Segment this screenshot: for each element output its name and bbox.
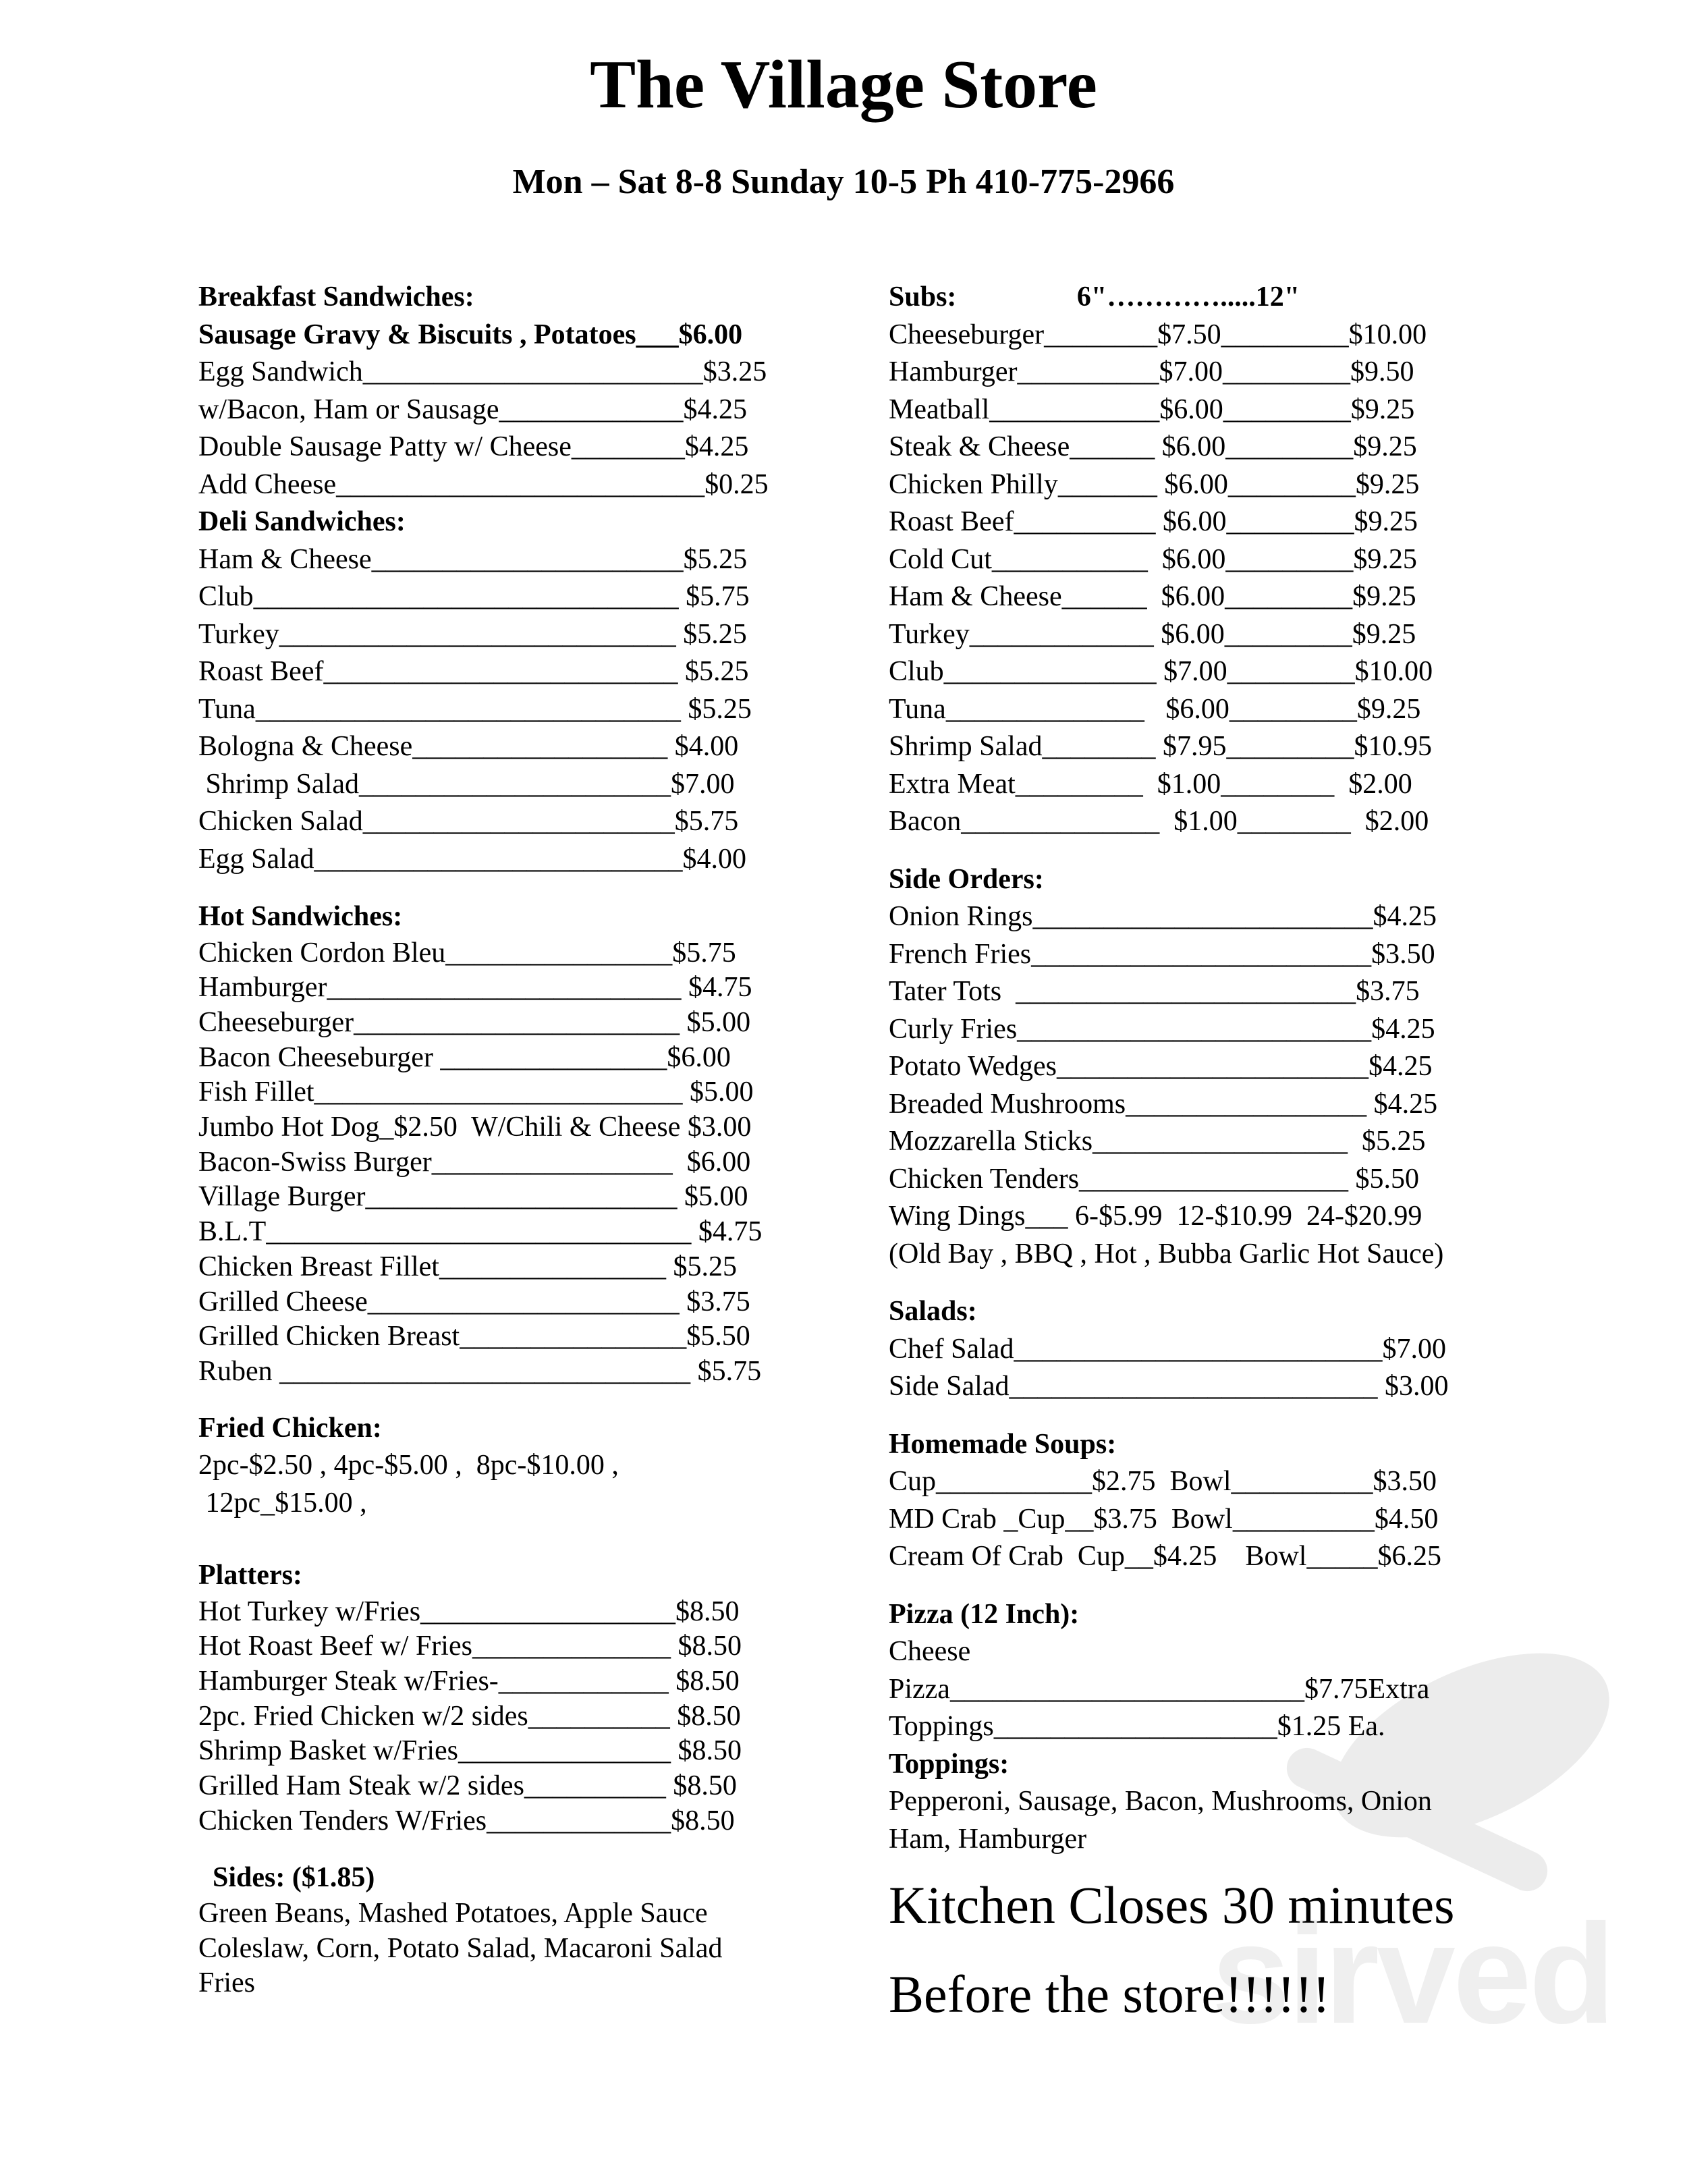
menu-item: Ham & Cheese______________________$5.25	[198, 543, 748, 575]
menu-item: Grilled Ham Steak w/2 sides__________ $8.50	[198, 1770, 737, 1802]
salads-section	[889, 1293, 1564, 1406]
menu-item: Chicken Salad______________________$5.75	[198, 806, 739, 837]
menu-item: Bologna & Cheese__________________ $4.00	[198, 731, 739, 762]
notice-line-2: Before the store!!!!!!	[889, 1965, 1330, 2023]
menu-item: (Old Bay , BBQ , Hot , Bubba Garlic Hot Sauce)	[889, 1238, 1444, 1270]
menu-item: MD Crab _Cup__$3.75 Bowl__________$4.50	[889, 1503, 1439, 1535]
menu-left-column	[198, 279, 873, 2001]
soups-section	[889, 1426, 1564, 1576]
menu-item: Hamburger Steak w/Fries-____________ $8.50	[198, 1666, 740, 1697]
menu-item: Hot Turkey w/Fries__________________$8.50	[198, 1595, 740, 1627]
menu-item: Shrimp Salad________ $7.95_________$10.95	[889, 731, 1432, 762]
menu-item: Cheese	[889, 1636, 971, 1667]
menu-item: Club_______________ $7.00_________$10.00	[889, 656, 1433, 687]
menu-item: Coleslaw, Corn, Potato Salad, Macaroni Salad	[198, 1932, 723, 1964]
menu-item: Cream Of Crab Cup__$4.25 Bowl_____$6.25	[889, 1541, 1441, 1572]
menu-item: Mozzarella Sticks__________________ $5.25	[889, 1126, 1426, 1157]
menu-item: Village Burger______________________ $5.00	[198, 1181, 748, 1213]
menu-item: Toppings____________________$1.25 Ea.	[889, 1711, 1385, 1742]
menu-item: Turkey_____________ $6.00_________$9.25	[889, 618, 1416, 650]
menu-item: w/Bacon, Ham or Sausage_____________$4.25	[198, 393, 748, 425]
menu-item: Jumbo Hot Dog_$2.50 W/Chili & Cheese $3.00	[198, 1112, 752, 1143]
section-heading: Salads:	[889, 1296, 977, 1327]
store-title: The Village Store	[590, 47, 1097, 123]
watermark-text: sirved	[1211, 1894, 1613, 2053]
section-heading: Deli Sandwiches:	[198, 506, 406, 537]
menu-item: Wing Dings___ 6-$5.99 12-$10.99 24-$20.99	[889, 1201, 1422, 1232]
menu-item: 2pc-$2.50 , 4pc-$5.00 , 8pc-$10.00 ,	[198, 1450, 619, 1481]
menu-item: Hamburger_________________________ $4.75	[198, 972, 752, 1004]
sides-section	[198, 1859, 873, 2002]
menu-item: Tater Tots ________________________$3.75	[889, 976, 1420, 1007]
section-heading: Subs: 6"………….....12"	[889, 281, 1300, 312]
menu-item: Turkey____________________________ $5.25	[198, 618, 747, 650]
menu-item: Chicken Tenders___________________ $5.50	[889, 1163, 1420, 1195]
menu-item: 2pc. Fried Chicken w/2 sides__________ $8.50	[198, 1700, 741, 1732]
menu-item: B.L.T______________________________ $4.75	[198, 1216, 763, 1248]
menu-item: Pizza_________________________$7.75Extra	[889, 1673, 1430, 1705]
menu-item: Bacon Cheeseburger ________________$6.00	[198, 1041, 731, 1073]
menu-item: Tuna______________________________ $5.25	[198, 693, 752, 725]
menu-item: Cup___________$2.75 Bowl__________$3.50	[889, 1466, 1437, 1497]
subs-section	[889, 279, 1564, 841]
menu-item: Hamburger__________$7.00_________$9.50	[889, 356, 1414, 387]
toppings-list: Ham, Hamburger	[889, 1823, 1087, 1855]
menu-item: Breaded Mushrooms_________________ $4.25	[889, 1088, 1438, 1120]
menu-item: Onion Rings________________________$4.25	[889, 901, 1437, 932]
deli-section	[198, 503, 873, 878]
menu-item: Cold Cut___________ $6.00_________$9.25	[889, 543, 1417, 575]
menu-item: Club______________________________ $5.75	[198, 581, 750, 612]
menu-item: Ham & Cheese______ $6.00_________$9.25	[889, 581, 1416, 612]
platters-section	[198, 1557, 873, 1838]
menu-item: Roast Beef__________ $6.00_________$9.25	[889, 506, 1418, 537]
menu-item: Chicken Philly_______ $6.00_________$9.25	[889, 468, 1420, 500]
menu-item: Chef Salad__________________________$7.00	[889, 1333, 1446, 1365]
notice-line-1: Kitchen Closes 30 minutes	[889, 1876, 1455, 1934]
menu-item: Chicken Cordon Bleu________________$5.75	[198, 937, 736, 968]
menu-item: Bacon-Swiss Burger_________________ $6.00	[198, 1146, 751, 1178]
menu-item: Shrimp Basket w/Fries_______________ $8.50	[198, 1735, 742, 1767]
menu-item: Tuna______________ $6.00_________$9.25	[889, 693, 1421, 725]
menu-item: Cheeseburger_______________________ $5.00	[198, 1006, 751, 1038]
menu-item: Steak & Cheese______ $6.00_________$9.25	[889, 431, 1417, 462]
section-heading: Breakfast Sandwiches:	[198, 281, 474, 312]
section-heading: Sides: ($1.85)	[198, 1861, 375, 1893]
toppings-heading: Toppings:	[889, 1748, 1010, 1780]
menu-item: Shrimp Salad______________________$7.00	[198, 768, 735, 800]
menu-item: 12pc_$15.00 ,	[198, 1487, 367, 1519]
toppings-list: Pepperoni, Sausage, Bacon, Mushrooms, Onion	[889, 1786, 1432, 1817]
menu-item: Egg Sandwich________________________$3.25	[198, 356, 767, 387]
hot-sandwiches-section	[198, 898, 873, 1390]
fried-chicken-section	[198, 1410, 873, 1523]
menu-item: Chicken Breast Fillet________________ $5.25	[198, 1251, 737, 1282]
menu-item: Hot Roast Beef w/ Fries______________ $8.50	[198, 1631, 742, 1662]
breakfast-section	[198, 279, 873, 503]
menu-item: Egg Salad__________________________$4.00	[198, 843, 746, 875]
section-heading: Pizza (12 Inch):	[889, 1598, 1080, 1630]
menu-item: Green Beans, Mashed Potatoes, Apple Sauce	[198, 1898, 708, 1930]
section-heading: Fried Chicken:	[198, 1412, 382, 1444]
menu-item: Ruben _____________________________ $5.75	[198, 1355, 762, 1387]
menu-item: Bacon______________ $1.00________ $2.00	[889, 806, 1429, 837]
menu-item: Roast Beef_________________________ $5.25	[198, 656, 749, 687]
section-heading: Platters:	[198, 1560, 302, 1591]
menu-item: Grilled Chicken Breast________________$5.50	[198, 1321, 750, 1353]
menu-item: Chicken Tenders W/Fries_____________$8.50	[198, 1805, 735, 1836]
menu-item: Potato Wedges______________________$4.25	[889, 1051, 1433, 1082]
menu-item: Double Sausage Patty w/ Cheese________$4.25	[198, 431, 749, 462]
menu-item: Add Cheese__________________________$0.25	[198, 468, 769, 500]
menu-item: Meatball____________$6.00_________$9.25	[889, 393, 1415, 425]
store-hours: Mon – Sat 8-8 Sunday 10-5 Ph 410-775-2966	[512, 163, 1175, 201]
section-heading: Homemade Soups:	[889, 1428, 1117, 1460]
side-orders-section	[889, 861, 1564, 1274]
section-heading: Side Orders:	[889, 863, 1044, 895]
section-heading: Hot Sandwiches:	[198, 901, 403, 932]
menu-item: French Fries________________________$3.50	[889, 938, 1435, 970]
menu-item: Extra Meat_________ $1.00________ $2.00	[889, 768, 1412, 800]
menu-item: Fish Fillet__________________________ $5.00	[198, 1076, 754, 1108]
menu-item: Grilled Cheese______________________ $3.75	[198, 1286, 750, 1317]
menu-item: Side Salad__________________________ $3.00	[889, 1371, 1449, 1402]
menu-item: Curly Fries_________________________$4.25	[889, 1013, 1435, 1045]
menu-item: Sausage Gravy & Biscuits , Potatoes___$6.00	[198, 319, 743, 350]
menu-item: Fries	[198, 1967, 255, 1999]
menu-item: Cheeseburger________$7.50_________$10.00	[889, 319, 1427, 350]
